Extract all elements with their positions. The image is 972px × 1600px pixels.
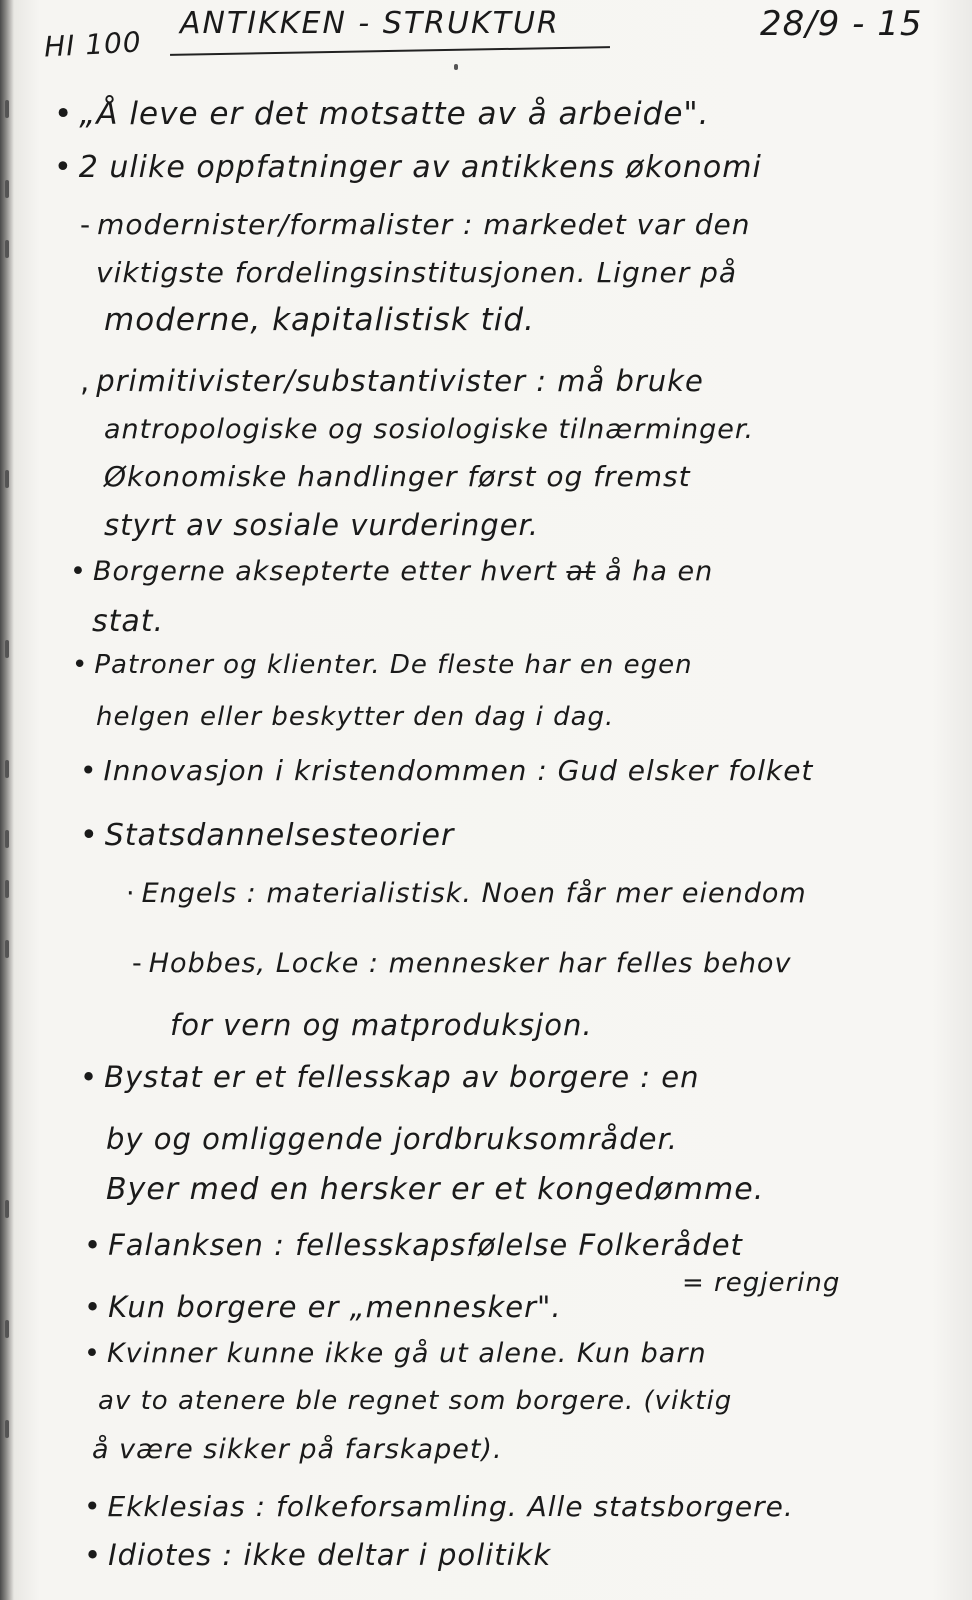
bullet-mark: • — [54, 150, 73, 185]
note-line: - modernister/formalister : markedet var den — [80, 208, 751, 241]
bullet-mark: • — [84, 1538, 103, 1572]
struck-word: at — [566, 556, 596, 587]
note-line: · Engels : materialistisk. Noen får mer eiendom — [126, 878, 807, 909]
note-line: , primitivister/substantivister : må bruke — [80, 364, 704, 398]
bullet-mark: • — [80, 1060, 99, 1094]
note-line: antropologiske og sosiologiske tilnærminger. — [104, 414, 755, 445]
note-line: • Kun borgere er „mennesker". — [84, 1290, 562, 1324]
page-edge-shadow — [932, 0, 972, 1600]
note-line: å være sikker på farskapet). — [92, 1434, 503, 1465]
note-line: • Kvinner kunne ikke gå ut alene. Kun barn — [84, 1338, 707, 1369]
note-line: • Patroner og klienter. De fleste har en egen — [72, 650, 693, 680]
bullet-mark: - — [80, 208, 92, 241]
note-line: • Borgerne aksepterte etter hvert at å ha en — [70, 556, 714, 587]
bullet-mark: , — [80, 364, 91, 398]
note-line: helgen eller beskytter den dag i dag. — [96, 702, 615, 732]
note-line: styrt av sosiale vurderinger. — [104, 508, 540, 542]
note-line: • 2 ulike oppfatninger av antikkens økonomi — [54, 150, 762, 185]
ink-dot — [454, 64, 458, 70]
note-line: av to atenere ble regnet som borgere. (viktig — [98, 1386, 733, 1416]
notebook-binding-holes — [5, 0, 11, 1600]
note-line: • Idiotes : ikke deltar i politikk — [84, 1538, 552, 1572]
note-line: • „Å leve er det motsatte av å arbeide". — [54, 96, 710, 132]
note-line: • Ekklesias : folkeforsamling. Alle statsborgere. — [84, 1490, 794, 1523]
note-line: moderne, kapitalistisk tid. — [104, 302, 535, 338]
note-line: Byer med en hersker er et kongedømme. — [106, 1172, 765, 1207]
note-line: • Bystat er et fellesskap av borgere : en — [80, 1060, 700, 1094]
note-line: • Innovasjon i kristendommen : Gud elsker folket — [80, 754, 814, 787]
bullet-mark: • — [84, 1290, 103, 1324]
page-title: ANTIKKEN - STRUKTUR — [180, 6, 560, 41]
note-line: - Hobbes, Locke : mennesker har felles behov — [132, 948, 792, 979]
page-date: 28/9 - 15 — [760, 4, 923, 44]
note-line: viktigste fordelingsinstitusjonen. Ligner på — [96, 256, 738, 289]
bullet-mark: • — [72, 650, 89, 680]
note-line: Økonomiske handlinger først og fremst — [104, 460, 691, 493]
bullet-mark: • — [80, 818, 99, 853]
bullet-mark: • — [84, 1490, 102, 1523]
bullet-mark: - — [132, 948, 143, 979]
note-line: • Statsdannelsesteorier — [80, 818, 455, 853]
bullet-mark: • — [84, 1228, 103, 1262]
title-underline — [170, 46, 610, 56]
note-line: = regjering — [682, 1268, 841, 1298]
bullet-mark: · — [126, 878, 136, 909]
bullet-mark: • — [80, 754, 98, 787]
bullet-mark: • — [54, 96, 74, 132]
course-code: HI 100 — [43, 25, 143, 64]
note-line: stat. — [92, 604, 165, 639]
note-line: for vern og matproduksjon. — [170, 1008, 593, 1042]
note-line: • Falanksen : fellesskapsfølelse Folkerådet — [84, 1228, 743, 1262]
bullet-mark: • — [70, 556, 87, 587]
note-line: by og omliggende jordbruksområder. — [106, 1122, 678, 1156]
bullet-mark: • — [84, 1338, 101, 1369]
